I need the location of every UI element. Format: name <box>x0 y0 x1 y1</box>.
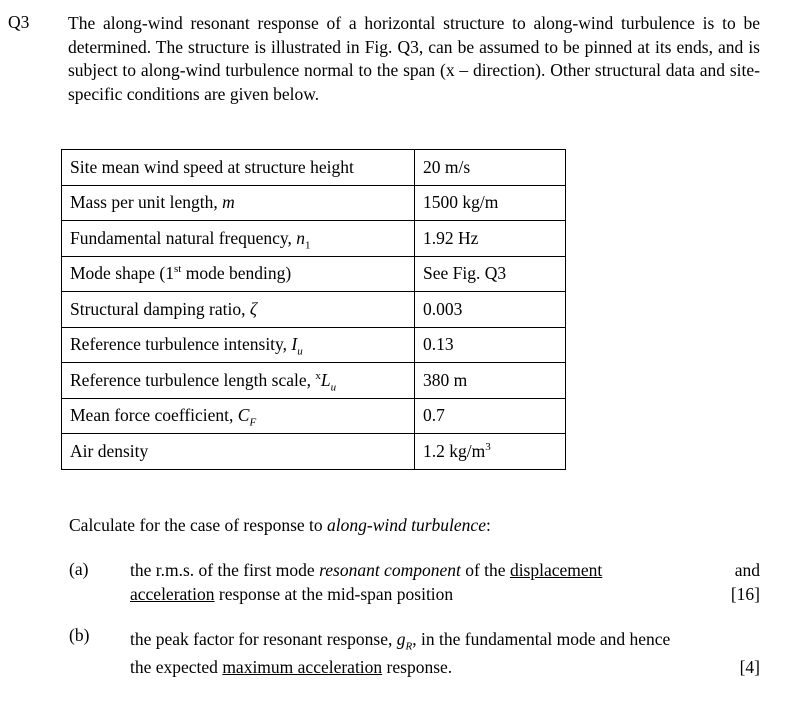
value-cell: 1.2 $kg/m^3$ <box>415 434 566 470</box>
table-row <box>62 150 566 186</box>
part-a-marks: [16] <box>730 583 760 604</box>
question-number: Q3 <box>8 12 30 32</box>
param-cell: Structural damping ratio, ζ <box>62 292 415 328</box>
part-b-text: the peak factor for resonant response, $g_R$, in the fundamental mode and hence the expected maximum acceleration response. [4] <box>130 625 760 681</box>
table-row <box>62 292 566 328</box>
value-cell: 0.003 <box>415 292 566 328</box>
table-row <box>62 221 566 257</box>
value-cell: 0.13 <box>415 327 566 363</box>
value-cell: 0.7 <box>415 398 566 434</box>
param-cell: Reference turbulence intensity, $I_u$ <box>62 327 415 363</box>
part-b-label: (b) <box>69 625 90 645</box>
table-row <box>62 185 566 221</box>
table-row <box>62 256 566 292</box>
value-cell: 380 m <box>415 363 566 399</box>
value-cell: See Fig. Q3 <box>415 256 566 292</box>
param-cell: Mean force coefficient, $C_F$ <box>62 398 415 434</box>
table-row <box>62 434 566 470</box>
param-cell: Air density <box>62 434 415 470</box>
value-cell: 1500 kg/m <box>415 185 566 221</box>
param-cell: Site mean wind speed at structure height <box>62 150 415 186</box>
value-cell: 1.92 Hz <box>415 221 566 257</box>
table-row <box>62 363 566 399</box>
table-row <box>62 327 566 363</box>
part-a-text: the r.m.s. of the first mode resonant component of the displacement and acceleration response at the mid-span position [16] <box>130 559 760 606</box>
data-table <box>61 149 566 470</box>
part-b-marks: [4] <box>739 657 760 677</box>
param-cell: Mass per unit length, m <box>62 185 415 221</box>
param-cell: Reference turbulence length scale, $^xL_u$ <box>62 363 415 399</box>
value-cell: 20 m/s <box>415 150 566 186</box>
question-intro: The along-wind resonant response of a horizontal structure to along-wind turbulence is to be determined. The structure is illustrated in Fig. Q3, can be assumed to be pinned at its ends, and is subject to along-wind turbulence normal to the span (x – direction). Other structural data and site-specific conditions are given below. <box>68 13 760 104</box>
calculate-instruction: Calculate for the case of response to along-wind turbulence: <box>69 515 491 535</box>
table-row <box>62 398 566 434</box>
param-cell: Mode shape (1st mode bending) <box>62 256 415 292</box>
part-a-label: (a) <box>69 559 89 579</box>
param-cell: Fundamental natural frequency, $n_1$ <box>62 221 415 257</box>
